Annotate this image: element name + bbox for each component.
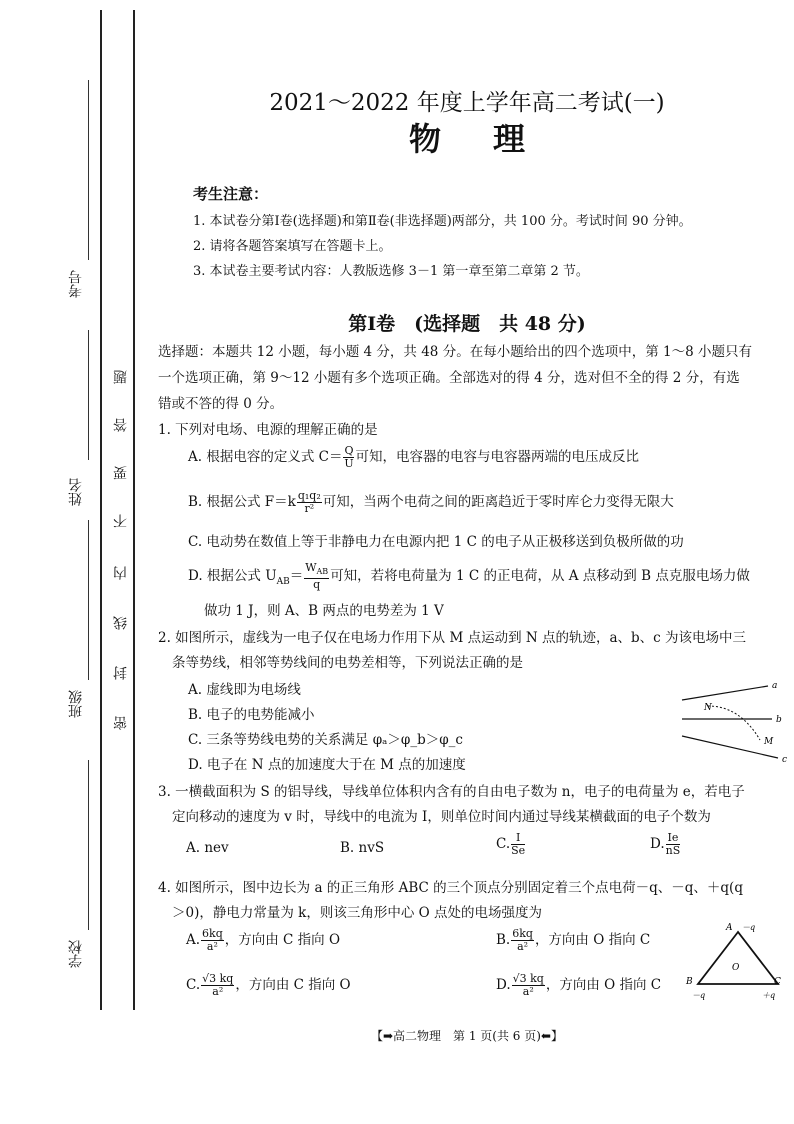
denominator: nS <box>665 844 681 857</box>
question-3-option-c <box>496 832 526 857</box>
denominator: U <box>344 457 354 470</box>
question-1-option-d-cont: 做功 1 J，则 A、B 两点的电势差为 1 V <box>204 603 444 619</box>
equipotential-line-a <box>682 686 768 700</box>
seal-char: 题 <box>113 370 129 384</box>
fraction <box>666 832 681 857</box>
option-text: ，方向由 C 指向 O <box>224 932 341 948</box>
numerator: √3 kq <box>512 972 544 985</box>
vertex-b-label: B <box>686 977 693 987</box>
vertex-c-charge: ＋q <box>762 991 776 1000</box>
question-1-option-a <box>188 445 639 470</box>
question-2-option-b: B. 电子的电势能减小 <box>188 707 315 723</box>
option-text: ＝ <box>289 568 304 585</box>
question-4-option-a <box>186 928 340 953</box>
notice-item: 2. 请将各题答案填写在答题卡上。 <box>193 239 392 254</box>
vertex-a-charge: －q <box>742 923 756 932</box>
vertex-a-label: A <box>726 923 733 933</box>
numerator: Q <box>344 444 354 457</box>
subject-title: 物理 <box>408 120 577 158</box>
question-2-option-a: A. 虚线即为电场线 <box>188 682 301 698</box>
binding-line-right <box>133 10 135 1010</box>
exam-no-label: 考号 <box>68 270 84 298</box>
notice-item: 3. 本试卷主要考试内容：人教版选修 3－1 第一章至第二章第 2 节。 <box>193 264 589 279</box>
question-2-option-d: D. 电子在 N 点的加速度大于在 M 点的加速度 <box>188 757 466 773</box>
seal-char: 封 <box>113 666 129 680</box>
denominator: q <box>313 578 321 592</box>
seal-char: 密 <box>113 716 129 730</box>
option-text: 可知，电容器的电容与电容器两端的电压成反比 <box>355 449 639 465</box>
numerator <box>304 562 329 579</box>
section-intro-line: 选择题：本题共 12 小题，每小题 4 分，共 48 分。在每小题给出的四个选项中，第 1～8 小题只有 <box>158 344 752 360</box>
subscript: AB <box>276 576 290 587</box>
question-2-stem: 2. 如图所示，虚线为一电子仅在电场力作用下从 M 点运动到 N 点的轨迹，a、b、c 为该电场中三 <box>158 630 747 646</box>
numerator: √3 kq <box>202 972 234 985</box>
question-4-stem: 4. 如图所示，图中边长为 a 的正三角形 ABC 的三个顶点分别固定着三个点电荷－q、－q、＋q(q <box>158 880 743 896</box>
fraction <box>201 973 234 998</box>
option-text: ，方向由 O 指向 C <box>534 932 651 948</box>
option-text: B. <box>496 932 511 948</box>
electron-trajectory <box>708 706 760 740</box>
denominator: a² <box>212 985 224 998</box>
numerator: q₁q₂ <box>297 489 321 502</box>
notice-heading: 考生注意： <box>193 185 269 203</box>
question-2-stem: 条等势线，相邻等势线间的电势差相等，下列说法正确的是 <box>172 655 523 671</box>
option-text: ，方向由 C 指向 O <box>235 977 351 993</box>
option-text: C. <box>496 836 511 852</box>
seal-char: 要 <box>113 466 129 480</box>
center-o-label: O <box>732 963 740 973</box>
class-label: 班级 <box>68 690 84 718</box>
question-3-option-d <box>650 832 681 857</box>
numerator: 6kq <box>512 927 533 940</box>
option-text: D. 根据公式 U <box>188 568 277 585</box>
question-3-option-b: B. nvS <box>340 840 385 856</box>
denominator: a² <box>517 940 529 953</box>
option-text: B. 根据公式 F＝k <box>188 494 296 510</box>
question-3-stem: 定向移动的速度为 v 时，导线中的电流为 I，则单位时间内通过导线某横截面的电子个数为 <box>172 809 711 825</box>
exam-no-blank <box>88 80 89 260</box>
numerator: I <box>511 832 525 845</box>
seal-char: 线 <box>113 616 129 630</box>
option-text: A. <box>186 932 201 948</box>
option-text: 可知，当两个电荷之间的距离趋近于零时库仑力变得无限大 <box>322 494 674 510</box>
section-title: 第Ⅰ卷 (选择题 共 48 分) <box>348 313 586 335</box>
question-2-option-c: C. 三条等势线电势的关系满足 φₐ＞φ_b＞φ_c <box>188 732 463 748</box>
section-intro-line: 错或不答的得 0 分。 <box>158 396 284 412</box>
question-3-stem: 3. 一横截面积为 S 的铝导线，导线单位体积内含有的自由电子数为 n，电子的电荷量为 e，若电子 <box>158 784 745 800</box>
question-1-option-c: C. 电动势在数值上等于非静电力在电源内把 1 C 的电子从正极移送到负极所做的功 <box>188 534 684 550</box>
label-a: a <box>772 681 778 691</box>
label-m: M <box>764 737 774 747</box>
label-n: N <box>704 703 712 713</box>
school-blank <box>88 760 89 930</box>
numerator: Ie <box>667 831 679 844</box>
name-label: 姓名 <box>68 478 84 506</box>
label-c: c <box>782 755 788 765</box>
name-blank <box>88 330 89 460</box>
fraction <box>343 445 354 470</box>
seal-char: 不 <box>113 514 129 528</box>
seal-char: 答 <box>113 418 129 432</box>
option-text: ，方向由 O 指向 C <box>545 977 662 993</box>
question-1-option-b <box>188 490 674 515</box>
denominator: r² <box>304 502 315 515</box>
numerator-sub: AB <box>316 567 329 577</box>
question-1-option-d <box>188 562 750 591</box>
denominator: Se <box>511 844 526 857</box>
numerator: 6kq <box>202 927 223 940</box>
question-4-option-d <box>496 973 661 998</box>
option-text: A. 根据电容的定义式 C＝ <box>188 449 343 465</box>
option-text: D. <box>650 836 665 852</box>
option-text: D. <box>496 977 511 993</box>
fraction <box>201 928 224 953</box>
vertex-c-label: C <box>774 977 781 987</box>
option-text: C. <box>186 977 201 993</box>
question-1-stem: 1. 下列对电场、电源的理解正确的是 <box>158 422 378 438</box>
triangle-abc <box>698 932 778 984</box>
triangle-diagram <box>682 920 786 1004</box>
question-4-stem: ＞0)，静电力常量为 k，则该三角形中心 O 点处的电场强度为 <box>172 905 542 921</box>
seal-char: 内 <box>113 566 129 580</box>
school-label: 学校 <box>68 940 84 968</box>
question-3-option-a: A. nev <box>186 840 229 856</box>
class-blank <box>88 520 89 680</box>
fraction <box>511 832 525 857</box>
notice-item: 1. 本试卷分第Ⅰ卷(选择题)和第Ⅱ卷(非选择题)两部分，共 100 分。考试时间 90 分钟。 <box>193 214 692 229</box>
question-4-option-b <box>496 928 650 953</box>
fraction <box>297 490 322 515</box>
option-text: 可知，若将电荷量为 1 C 的正电荷，从 A 点移动到 B 点克服电场力做 <box>330 568 750 585</box>
denominator: a² <box>522 985 534 998</box>
numerator-main: W <box>305 561 317 574</box>
question-4-option-c <box>186 973 351 998</box>
equipotential-diagram <box>680 676 790 768</box>
fraction <box>304 562 329 591</box>
exam-title: 2021～2022 年度上学年高二考试(一) <box>269 90 665 116</box>
label-b: b <box>776 715 782 725</box>
vertex-b-charge: －q <box>692 991 706 1000</box>
page-footer: 【➡高二物理 第 1 页(共 6 页)⬅】 <box>370 1029 563 1043</box>
binding-line-left <box>100 10 102 1010</box>
section-intro-line: 一个选项正确，第 9～12 小题有多个选项正确。全部选对的得 4 分，选对但不全的得 2 分，有选 <box>158 370 740 386</box>
denominator: a² <box>206 940 218 953</box>
fraction <box>511 928 534 953</box>
fraction <box>512 973 545 998</box>
